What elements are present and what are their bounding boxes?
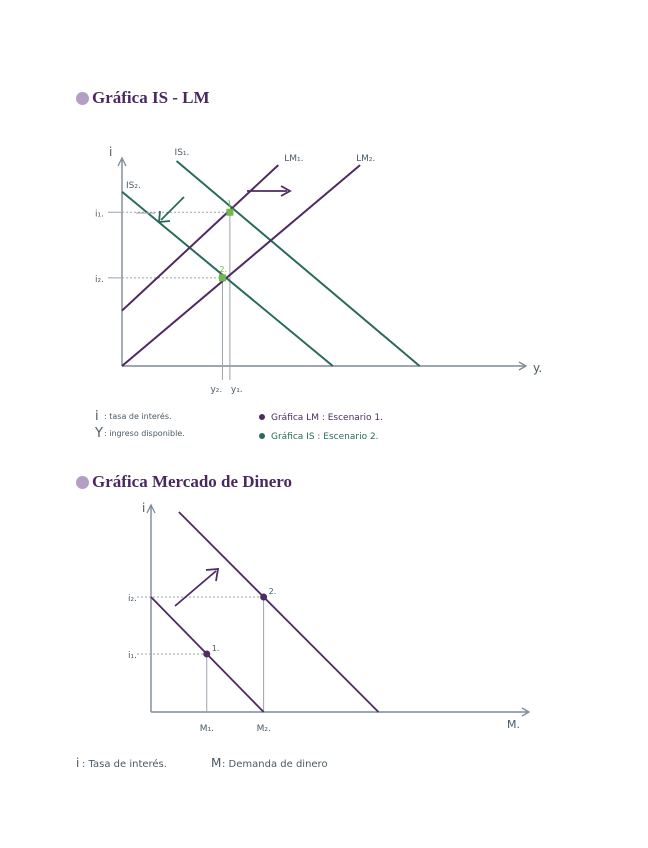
legend-symbol: Y — [95, 426, 103, 441]
x-tick-label: y₂. — [210, 385, 223, 395]
legend-symbol: i — [76, 756, 80, 770]
legend-text: Gráfica LM : Escenario 1. — [271, 413, 383, 423]
legend-symbol: i — [95, 409, 99, 424]
x-tick-label: y₁. — [230, 385, 243, 395]
legend-symbol: M — [211, 756, 222, 770]
curve-label: IS₁. — [174, 148, 190, 158]
legend-text: : Demanda de dinero — [222, 759, 328, 770]
y-tick-label: i₁. — [95, 209, 104, 220]
point-label: 2. — [268, 586, 277, 596]
shift-arrow-icon — [175, 571, 216, 606]
legend-text: : tasa de interés. — [104, 412, 172, 421]
legend-text: : Tasa de interés. — [82, 759, 167, 770]
point-label: 1. — [226, 199, 235, 209]
demand-point — [260, 593, 267, 600]
x-tick-label: M₂. — [256, 724, 271, 734]
curve-label: LM₁. — [284, 154, 304, 165]
point-label: 2. — [219, 264, 228, 274]
legend-text: : ingreso disponible. — [104, 429, 185, 438]
demand-point — [203, 650, 210, 657]
section-title-text: Gráfica Mercado de Dinero — [92, 472, 293, 491]
legend-text: Gráfica IS : Escenario 2. — [271, 432, 379, 442]
point-label: 1. — [211, 643, 220, 653]
x-tick-label: M₁. — [199, 724, 214, 734]
y-axis-label: i — [109, 145, 113, 159]
x-axis-label: y. — [533, 361, 543, 375]
section-title-text: Gráfica IS - LM — [92, 88, 210, 107]
x-axis-label: M. — [507, 718, 520, 731]
y-tick-label: i₁. — [128, 650, 137, 661]
y-tick-label: i₂. — [95, 274, 104, 285]
demand-curve — [179, 512, 379, 712]
curve-label: LM₂. — [356, 154, 376, 165]
y-axis-label: i — [142, 501, 146, 515]
y-tick-label: i₂. — [128, 593, 137, 604]
curve-label: IS₂. — [126, 180, 141, 191]
